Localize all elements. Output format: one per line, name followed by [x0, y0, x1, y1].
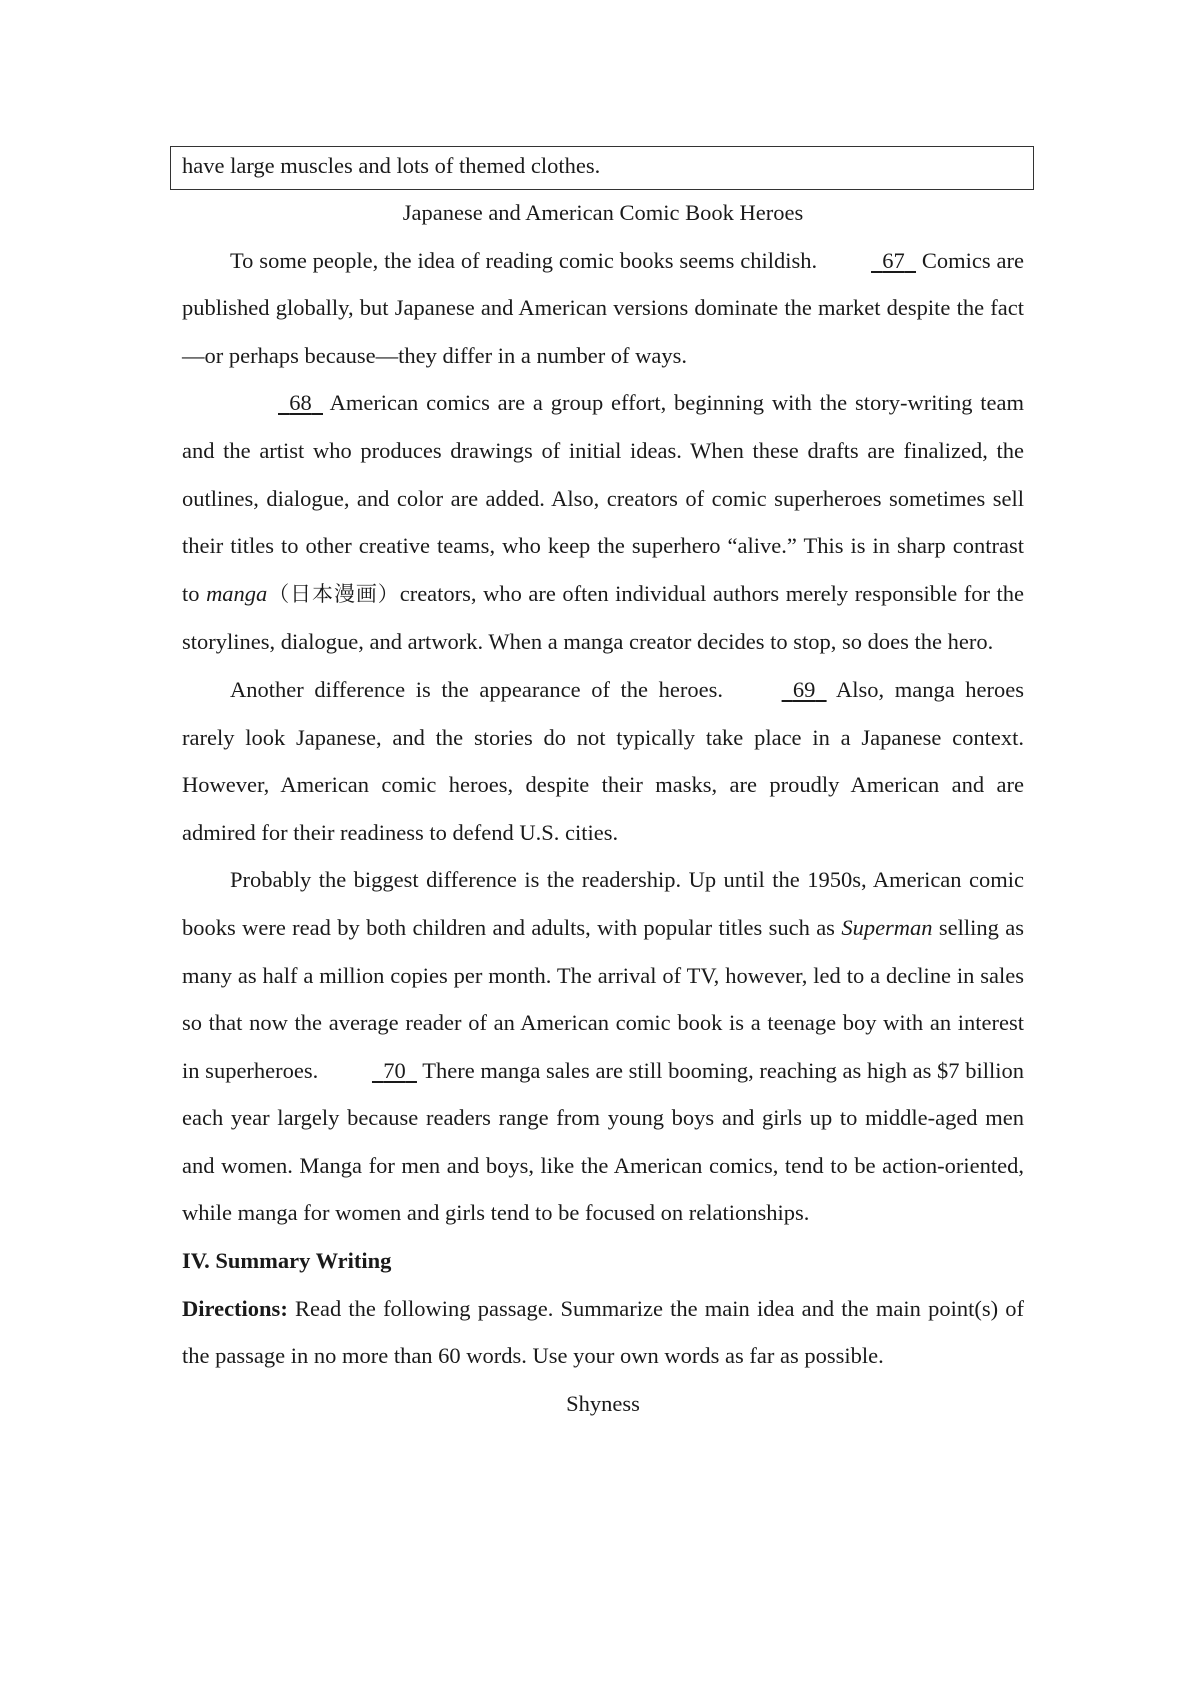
superman-title: Superman	[841, 914, 933, 940]
paragraph-4-text-b: selling as many as half a million copies per month. The arrival of TV, however, led to a decline in sales so that now the average reader of an American comic book is a teenage boy with an interest in superheroes.	[182, 914, 1025, 1083]
blank-69: 69	[792, 676, 816, 702]
paragraph-2	[182, 379, 1024, 666]
section-heading: IV. Summary Writing	[182, 1248, 392, 1274]
reading-passage	[182, 189, 1024, 1427]
blank-67: 67	[882, 247, 905, 273]
directions	[182, 1285, 1024, 1380]
paragraph-3	[182, 666, 1024, 856]
blank-70: 70	[383, 1057, 406, 1083]
passage-title: Shyness	[566, 1390, 640, 1416]
blank-68: 68	[289, 390, 312, 416]
paragraph-1-text-a: To some people, the idea of reading comic books seems childish.	[230, 247, 818, 273]
manga-term: manga	[206, 580, 268, 606]
paragraph-2-text-a: American comics are a group effort, beginning with the story-writing team and the artist who produces drawings of initial ideas. When these drafts are finalized, the outlines, dialogue, and color are added. Also, creators of comic superheroes sometimes sell their titles to other creative teams, who keep the superhero “alive.” This is in sharp contrast to	[182, 390, 1024, 606]
boxed-option-fragment	[170, 146, 1034, 190]
paragraph-3-text-b: Also, manga heroes rarely look Japanese, and the stories do not typically take place in a Japanese context. However, American comic heroes, despite their masks, are proudly American and are admired for their readiness to defend U.S. cities.	[182, 676, 1025, 845]
paragraph-1-text-b: Comics are published globally, but Japanese and American versions dominate the market despite the fact—or perhaps because—they differ in a number of ways.	[182, 247, 1025, 368]
fragment-text: have large muscles and lots of themed clothes.	[182, 153, 601, 178]
paragraph-4-text-a: Probably the biggest difference is the readership. Up until the 1950s, American comic books were read by both children and adults, with popular titles such as	[182, 867, 1024, 940]
paragraph-1	[182, 237, 1024, 380]
paragraph-3-text-a: Another difference is the appearance of the heroes.	[230, 676, 723, 702]
directions-label: Directions:	[182, 1295, 288, 1321]
paragraph-4-text-c: There manga sales are still booming, reaching as high as $7 billion each year largely because readers range from young boys and girls up to middle-aged men and women. Manga for men and boys, like the American comics, tend to be action-oriented, while manga for women and girls tend to be focused on relationships.	[182, 1057, 1024, 1226]
paragraph-2-text-b: creators, who are often individual authors merely responsible for the storylines, dialogue, and artwork. When a manga creator decides to stop, so does the hero.	[182, 580, 1024, 655]
paragraph-4	[182, 856, 1024, 1237]
directions-text: Read the following passage. Summarize the main idea and the main point(s) of the passage in no more than 60 words. Use your own words as far as possible.	[182, 1295, 1025, 1369]
manga-cjk-gloss: （日本漫画）	[267, 581, 400, 606]
article-title: Japanese and American Comic Book Heroes	[402, 200, 804, 225]
